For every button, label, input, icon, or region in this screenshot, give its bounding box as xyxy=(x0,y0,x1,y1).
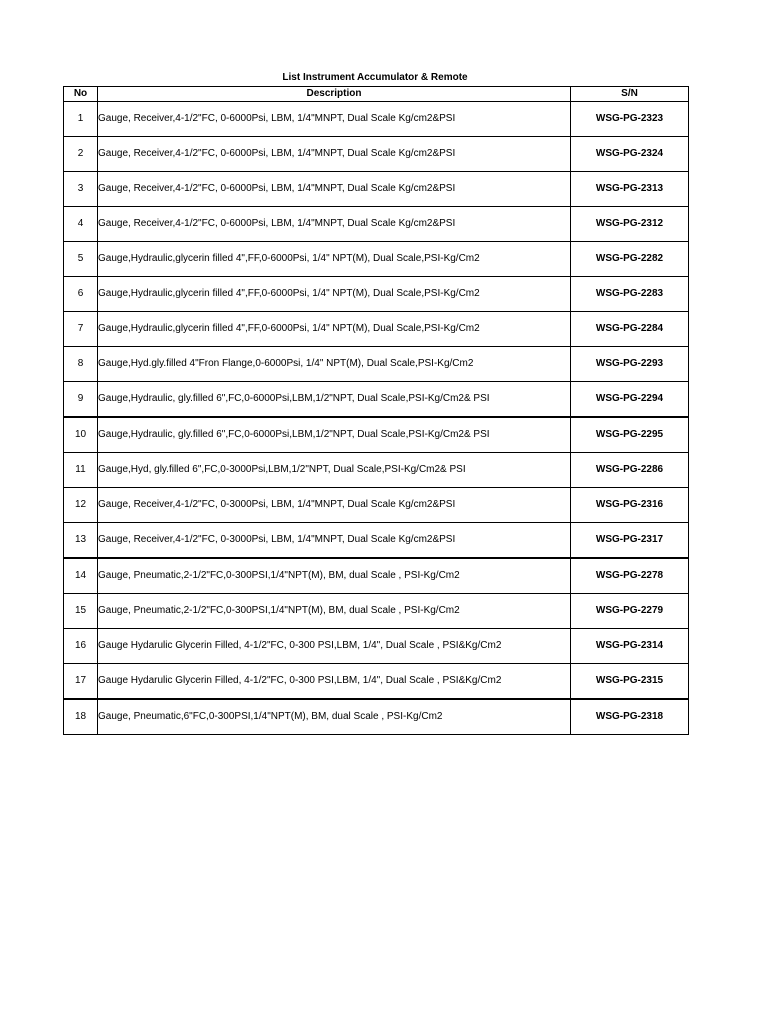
row-serial-number: WSG-PG-2313 xyxy=(571,172,689,207)
table-row xyxy=(64,207,689,242)
table-row xyxy=(64,347,689,382)
row-number: 2 xyxy=(64,137,98,172)
header-sn: S/N xyxy=(571,87,689,102)
table-row xyxy=(64,594,689,629)
row-serial-number: WSG-PG-2324 xyxy=(571,137,689,172)
row-serial-number: WSG-PG-2279 xyxy=(571,594,689,629)
row-description: Gauge,Hydraulic,glycerin filled 4",FF,0-6000Psi, 1/4" NPT(M), Dual Scale,PSI-Kg/Cm2 xyxy=(98,242,571,277)
row-number: 10 xyxy=(64,417,98,453)
row-serial-number: WSG-PG-2286 xyxy=(571,453,689,488)
row-description: Gauge, Pneumatic,6"FC,0-300PSI,1/4"NPT(M), BM, dual Scale , PSI-Kg/Cm2 xyxy=(98,699,571,735)
row-serial-number: WSG-PG-2318 xyxy=(571,699,689,735)
row-number: 5 xyxy=(64,242,98,277)
row-number: 15 xyxy=(64,594,98,629)
row-serial-number: WSG-PG-2283 xyxy=(571,277,689,312)
row-description: Gauge Hydarulic Glycerin Filled, 4-1/2"FC, 0-300 PSI,LBM, 1/4", Dual Scale , PSI&Kg/Cm2 xyxy=(98,629,571,664)
table-row xyxy=(64,382,689,418)
row-description: Gauge, Receiver,4-1/2"FC, 0-3000Psi, LBM, 1/4"MNPT, Dual Scale Kg/cm2&PSI xyxy=(98,488,571,523)
row-serial-number: WSG-PG-2317 xyxy=(571,523,689,559)
instrument-table xyxy=(63,86,689,735)
table-row xyxy=(64,558,689,594)
row-description: Gauge, Receiver,4-1/2"FC, 0-6000Psi, LBM, 1/4"MNPT, Dual Scale Kg/cm2&PSI xyxy=(98,137,571,172)
row-description: Gauge, Pneumatic,2-1/2"FC,0-300PSI,1/4"NPT(M), BM, dual Scale , PSI-Kg/Cm2 xyxy=(98,594,571,629)
table-header-row xyxy=(64,87,689,102)
row-serial-number: WSG-PG-2314 xyxy=(571,629,689,664)
header-description: Description xyxy=(98,87,571,102)
row-number: 1 xyxy=(64,102,98,137)
row-serial-number: WSG-PG-2278 xyxy=(571,558,689,594)
row-number: 17 xyxy=(64,664,98,700)
table-row xyxy=(64,277,689,312)
page-title: List Instrument Accumulator & Remote xyxy=(282,72,468,83)
row-description: Gauge,Hydraulic, gly.filled 6",FC,0-6000Psi,LBM,1/2"NPT, Dual Scale,PSI-Kg/Cm2& PSI xyxy=(98,417,571,453)
table-row xyxy=(64,172,689,207)
row-number: 14 xyxy=(64,558,98,594)
table-row xyxy=(64,699,689,735)
row-serial-number: WSG-PG-2315 xyxy=(571,664,689,700)
row-description: Gauge,Hyd, gly.filled 6",FC,0-3000Psi,LBM,1/2"NPT, Dual Scale,PSI-Kg/Cm2& PSI xyxy=(98,453,571,488)
row-number: 16 xyxy=(64,629,98,664)
table-row xyxy=(64,102,689,137)
row-serial-number: WSG-PG-2282 xyxy=(571,242,689,277)
row-description: Gauge,Hyd.gly.filled 4"Fron Flange,0-6000Psi, 1/4" NPT(M), Dual Scale,PSI-Kg/Cm2 xyxy=(98,347,571,382)
table-row xyxy=(64,523,689,559)
row-number: 6 xyxy=(64,277,98,312)
table-row xyxy=(64,629,689,664)
row-number: 11 xyxy=(64,453,98,488)
table-row xyxy=(64,312,689,347)
row-description: Gauge,Hydraulic,glycerin filled 4",FF,0-6000Psi, 1/4" NPT(M), Dual Scale,PSI-Kg/Cm2 xyxy=(98,277,571,312)
header-no: No xyxy=(64,87,98,102)
row-number: 7 xyxy=(64,312,98,347)
row-description: Gauge Hydarulic Glycerin Filled, 4-1/2"FC, 0-300 PSI,LBM, 1/4", Dual Scale , PSI&Kg/Cm2 xyxy=(98,664,571,700)
row-description: Gauge, Pneumatic,2-1/2"FC,0-300PSI,1/4"NPT(M), BM, dual Scale , PSI-Kg/Cm2 xyxy=(98,558,571,594)
row-number: 18 xyxy=(64,699,98,735)
row-description: Gauge, Receiver,4-1/2"FC, 0-6000Psi, LBM, 1/4"MNPT, Dual Scale Kg/cm2&PSI xyxy=(98,172,571,207)
row-description: Gauge, Receiver,4-1/2"FC, 0-6000Psi, LBM, 1/4"MNPT, Dual Scale Kg/cm2&PSI xyxy=(98,102,571,137)
table-row xyxy=(64,664,689,700)
row-description: Gauge,Hydraulic,glycerin filled 4",FF,0-6000Psi, 1/4" NPT(M), Dual Scale,PSI-Kg/Cm2 xyxy=(98,312,571,347)
row-description: Gauge,Hydraulic, gly.filled 6",FC,0-6000Psi,LBM,1/2"NPT, Dual Scale,PSI-Kg/Cm2& PSI xyxy=(98,382,571,418)
row-serial-number: WSG-PG-2293 xyxy=(571,347,689,382)
row-number: 4 xyxy=(64,207,98,242)
table-row xyxy=(64,242,689,277)
row-number: 12 xyxy=(64,488,98,523)
row-serial-number: WSG-PG-2312 xyxy=(571,207,689,242)
row-serial-number: WSG-PG-2323 xyxy=(571,102,689,137)
table-row xyxy=(64,488,689,523)
row-number: 3 xyxy=(64,172,98,207)
row-description: Gauge, Receiver,4-1/2"FC, 0-3000Psi, LBM, 1/4"MNPT, Dual Scale Kg/cm2&PSI xyxy=(98,523,571,559)
row-number: 9 xyxy=(64,382,98,418)
row-description: Gauge, Receiver,4-1/2"FC, 0-6000Psi, LBM, 1/4"MNPT, Dual Scale Kg/cm2&PSI xyxy=(98,207,571,242)
row-serial-number: WSG-PG-2316 xyxy=(571,488,689,523)
row-serial-number: WSG-PG-2294 xyxy=(571,382,689,418)
row-number: 8 xyxy=(64,347,98,382)
row-number: 13 xyxy=(64,523,98,559)
table-row xyxy=(64,417,689,453)
row-serial-number: WSG-PG-2295 xyxy=(571,417,689,453)
table-row xyxy=(64,453,689,488)
row-serial-number: WSG-PG-2284 xyxy=(571,312,689,347)
table-row xyxy=(64,137,689,172)
